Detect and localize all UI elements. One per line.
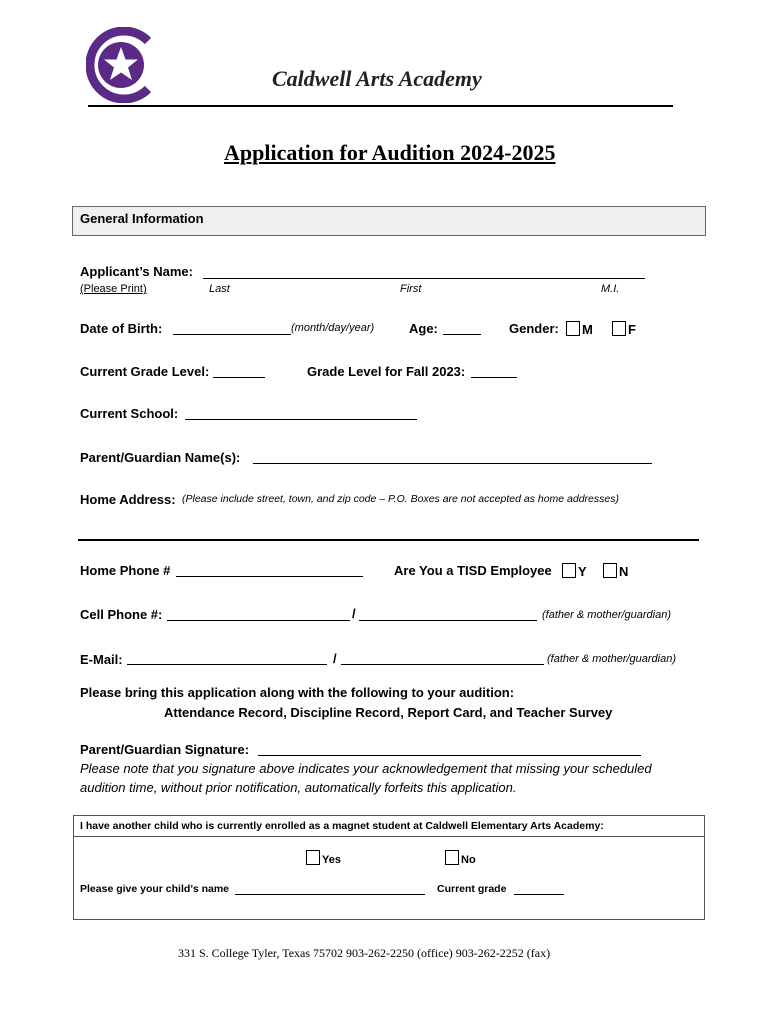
- home-address-note: (Please include street, town, and zip code – P.O. Boxes are not accepted as home addresses): [182, 493, 619, 505]
- signature-note-line-2: audition time, without prior notification, automatically forfeits this application.: [80, 780, 517, 795]
- name-first-label: First: [400, 283, 422, 295]
- parent-names-label: Parent/Guardian Name(s):: [80, 450, 241, 465]
- dob-field[interactable]: [173, 334, 291, 335]
- school-name: Caldwell Arts Academy: [272, 66, 482, 91]
- school-logo: [86, 27, 156, 103]
- current-school-label: Current School:: [80, 406, 179, 421]
- gender-f-label: F: [628, 322, 636, 337]
- section-general-label: General Information: [80, 211, 204, 226]
- form-title: Application for Audition 2024-2025: [224, 140, 556, 165]
- name-mi-label: M.I.: [601, 283, 620, 295]
- signature-field[interactable]: [258, 755, 641, 756]
- signature-note-line-1: Please note that you signature above indicates your acknowledgement that missing your scheduled: [80, 761, 652, 776]
- sibling-header-rule: [74, 836, 704, 837]
- signature-label: Parent/Guardian Signature:: [80, 742, 250, 757]
- child-name-label: Please give your child’s name: [80, 883, 230, 895]
- cell-phone-note: (father & mother/guardian): [542, 609, 672, 621]
- applicant-name-field[interactable]: [203, 278, 645, 279]
- bring-heading: Please bring this application along with the following to your audition:: [80, 685, 515, 700]
- sibling-question: I have another child who is currently enrolled as a magnet student at Caldwell Elementary Arts Academy:: [80, 820, 604, 832]
- header-rule: [88, 105, 673, 107]
- email-slash: /: [333, 651, 337, 666]
- sibling-yes-label: Yes: [322, 854, 341, 866]
- cell-phone-mother-field[interactable]: [359, 620, 537, 621]
- sibling-no-checkbox[interactable]: [445, 850, 459, 865]
- gender-m-checkbox[interactable]: [566, 321, 580, 336]
- home-address-label: Home Address:: [80, 492, 176, 507]
- home-phone-field[interactable]: [176, 576, 363, 577]
- please-print-note: (Please Print): [80, 283, 147, 295]
- cell-phone-label: Cell Phone #:: [80, 607, 163, 622]
- email-note: (father & mother/guardian): [547, 653, 677, 665]
- footer-address: 331 S. College Tyler, Texas 75702 903-262-2250 (office) 903-262-2252 (fax): [178, 946, 551, 960]
- parent-names-field[interactable]: [253, 463, 652, 464]
- cell-phone-slash: /: [352, 606, 356, 621]
- sibling-no-label: No: [461, 854, 476, 866]
- sibling-yes-option[interactable]: [306, 850, 341, 866]
- tisd-y-option[interactable]: [562, 563, 587, 579]
- applicant-name-label: Applicant’s Name:: [80, 264, 193, 279]
- tisd-y-label: Y: [578, 564, 587, 579]
- dob-format-note: (month/day/year): [291, 322, 375, 334]
- tisd-label: Are You a TISD Employee: [394, 563, 552, 578]
- child-name-field[interactable]: [235, 894, 425, 895]
- sibling-yes-checkbox[interactable]: [306, 850, 320, 865]
- gender-m-option[interactable]: [566, 321, 593, 337]
- sibling-no-option[interactable]: [445, 850, 476, 866]
- gender-f-checkbox[interactable]: [612, 321, 626, 336]
- dob-label: Date of Birth:: [80, 321, 163, 336]
- tisd-y-checkbox[interactable]: [562, 563, 576, 578]
- grade-fall-field[interactable]: [471, 377, 517, 378]
- gender-f-option[interactable]: [612, 321, 636, 337]
- current-grade-field[interactable]: [213, 377, 265, 378]
- home-address-field[interactable]: [78, 539, 699, 541]
- home-phone-label: Home Phone #: [80, 563, 171, 578]
- email-father-field[interactable]: [127, 664, 327, 665]
- tisd-n-option[interactable]: [603, 563, 628, 579]
- gender-label: Gender:: [509, 321, 559, 336]
- current-grade-label: Current Grade Level:: [80, 364, 210, 379]
- current-school-field[interactable]: [185, 419, 417, 420]
- child-grade-label: Current grade: [437, 883, 507, 895]
- email-mother-field[interactable]: [341, 664, 544, 665]
- tisd-n-label: N: [619, 564, 629, 579]
- age-label: Age:: [409, 321, 438, 336]
- tisd-n-checkbox[interactable]: [603, 563, 617, 578]
- gender-m-label: M: [582, 322, 593, 337]
- child-grade-field[interactable]: [514, 894, 564, 895]
- grade-fall-label: Grade Level for Fall 2023:: [307, 364, 466, 379]
- bring-items: Attendance Record, Discipline Record, Report Card, and Teacher Survey: [164, 705, 613, 720]
- email-label: E-Mail:: [80, 652, 123, 667]
- name-last-label: Last: [209, 283, 230, 295]
- cell-phone-father-field[interactable]: [167, 620, 350, 621]
- age-field[interactable]: [443, 334, 481, 335]
